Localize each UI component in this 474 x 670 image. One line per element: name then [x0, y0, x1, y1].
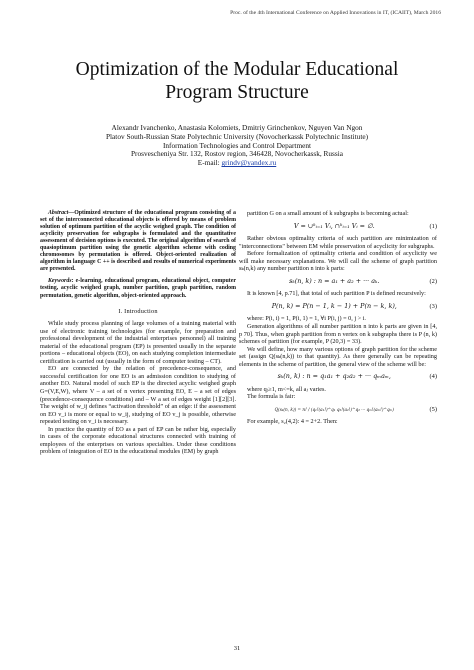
- right-paragraph-10: For example, s₂(4,2): 4 = 2+2. Then:: [247, 418, 338, 426]
- right-paragraph-9: The formula is fair:: [247, 393, 296, 401]
- right-paragraph-5: where: P(i, i) = 1, P(i, 1) = 1, ∀i P(i, j) = 0, j > i.: [247, 315, 366, 323]
- keywords-text: : e-learning, educational program, educational object, computer testing, acyclic weighed graph, number partition, graph partition, random permutation, genetic algorithm, object-oriented approach.: [40, 278, 236, 299]
- equation-4: [239, 373, 437, 381]
- right-paragraph-4: It is known [4, p.71], that total of such partition P is defined recursively:: [247, 290, 426, 298]
- author-affiliation: Platov South-Russian State Polytechnic University (Novocherkassk Polytechnic Institute): [105, 131, 369, 141]
- equation-4-number: (4): [429, 373, 437, 381]
- conference-header: Proc. of the 4th International Conference on Applied Innovations in IT, (ICAIIT), March 2016: [230, 10, 441, 16]
- page-number: 31: [233, 645, 241, 652]
- keywords-label: Keywords: [48, 278, 72, 285]
- left-column: [40, 210, 236, 456]
- abstract-label: Abstract: [48, 210, 69, 216]
- title-line-1: Optimization of the Modular Educational: [75, 59, 399, 80]
- abstract: [40, 210, 236, 273]
- author-email-line: [40, 159, 434, 168]
- section-heading-introduction: I. Introduction: [118, 307, 158, 315]
- equation-5-number: (5): [429, 405, 437, 413]
- right-paragraph-7: We will define, how many various options of graph partition for the scheme set (assign Q(sₖ(n,k)) to that quantity). As there generally can be repeating elements in the scheme of partition, the general view of the scheme will be:: [239, 345, 437, 368]
- right-paragraph-8: where qⱼ≥1, m<=k, all aⱼ varies.: [247, 385, 326, 393]
- right-paragraph-2: Rather obvious optimality criteria of such partition are minimization of "interconnections" between EM while preservation of acyclicity for subgraphs.: [239, 235, 437, 250]
- right-column: [239, 210, 437, 426]
- intro-paragraph-2: EO are connected by the relation of precedence-consequence, and successful certification for one EO is an admission condition to studying of another EO. Natural model of such EP is the directed acyclic weighed graph G=(V,E,W), where V – a set of n vertex presenting EO, E – a set of edges (precedence-consequence conditions) and – W a set of edges weight [1][2][3]. The weight of w_ij defines “activation threshold” of an edge: if the assessment on EO v_i is more or equal to w_ij, studying of EO v_j is possible, otherwise repeated testing on v_i is necessary.: [40, 365, 236, 426]
- equation-1-expression: V = ∪ᵏᵢ₌₁ Vᵢ, ∩ᵏᵢ₌₁ Vᵢ = ∅.: [293, 221, 375, 230]
- equation-3-number: (3): [429, 302, 437, 310]
- equation-3: [239, 303, 437, 311]
- equation-1: [239, 223, 437, 231]
- right-paragraph-6: Generation algorithms of all number partition n into k parts are given in [4, p 70]. Thus, when graph partition from n vertex on k subgraphs there is P (n, k) schemes of partition (for example, P (20,3) = 33).: [239, 323, 437, 346]
- author-names: Alexandr Ivanchenko, Anastasia Kolomiets, Dmitriy Grinchenkov, Nguyen Van Ngon: [111, 123, 363, 132]
- right-paragraph-3: Before formalization of optimality criteria and condition of acyclicity we will make necessary explanations. We will call the scheme of graph partition sₖ(n,k) any number partition n into k parts:: [239, 250, 437, 273]
- author-address: Prosvescheniya Str. 132, Rostov region, 346428, Novocherkassk, Russia: [131, 149, 343, 159]
- abstract-text: —Optimized structure of the educational program consisting of a set of the interconnected educational objects is offered by means of problem solution of optimum partition of the acyclic weighed graph. The condition of acyclicity preservation for subgraphs is formulated and the quantitative assessment of decision options is executed. The original algorithm of search of quasioptimum partition using the genetic algorithm scheme with coding chromosomes by permutation is offered. Object-oriented realization of algorithm in language C ++ is described and results of numerical experiments are presented.: [40, 210, 236, 273]
- equation-2-number: (2): [429, 277, 437, 285]
- email-link[interactable]: grindv@yandex.ru: [221, 158, 277, 168]
- intro-paragraph-1: While study process planning of large volumes of a training material with use of electronic training technologies (for example, for preparation and professional development of the industrial enterprises personnel) all training material of the educational program (EP) is presented usually in the separate portions – educational objects (EO), on each studying completion intermediate certification is carried out (usually in the form of computer testing – CT).: [40, 320, 236, 365]
- email-label: E-mail:: [197, 158, 222, 168]
- equation-5: [239, 406, 437, 414]
- equation-1-number: (1): [429, 222, 437, 230]
- title-line-2: Program Structure: [165, 82, 309, 103]
- paper-title: [40, 58, 434, 104]
- right-paragraph-1: partition G on a small amount of k subgraphs is becoming actual:: [247, 210, 409, 217]
- equation-5-expression: Q(sₖ(n, k)) = n! / (q₁!(a₁!)^q₁ q₂!(a₂!)^q₂ ··· qₘ!(aₘ!)^qₘ): [274, 406, 394, 412]
- equation-2-expression: sₖ(n, k) : n = a₁ + a₂ + ··· aₖ.: [289, 276, 380, 285]
- equation-2: [239, 278, 437, 286]
- keywords: [40, 278, 236, 299]
- equation-3-expression: P(n, k) = P(n − 1, k − 1) + P(n − k, k),: [271, 301, 397, 310]
- author-department: Information Technologies and Control Department: [162, 140, 312, 150]
- author-block: [40, 124, 434, 168]
- equation-4-expression: sₖ(n, k) : n = q₁a₁ + q₂a₂ + ··· qₘaₘ,: [277, 372, 391, 381]
- intro-paragraph-3: In practice the quantity of EO as a part of EP can be rather big, especially in cases of the corporate educational structures connected with training of employees of the enterprises on various specialties. Under these conditions problem of integration of EO in the educational modules (EM) by graph: [40, 425, 236, 456]
